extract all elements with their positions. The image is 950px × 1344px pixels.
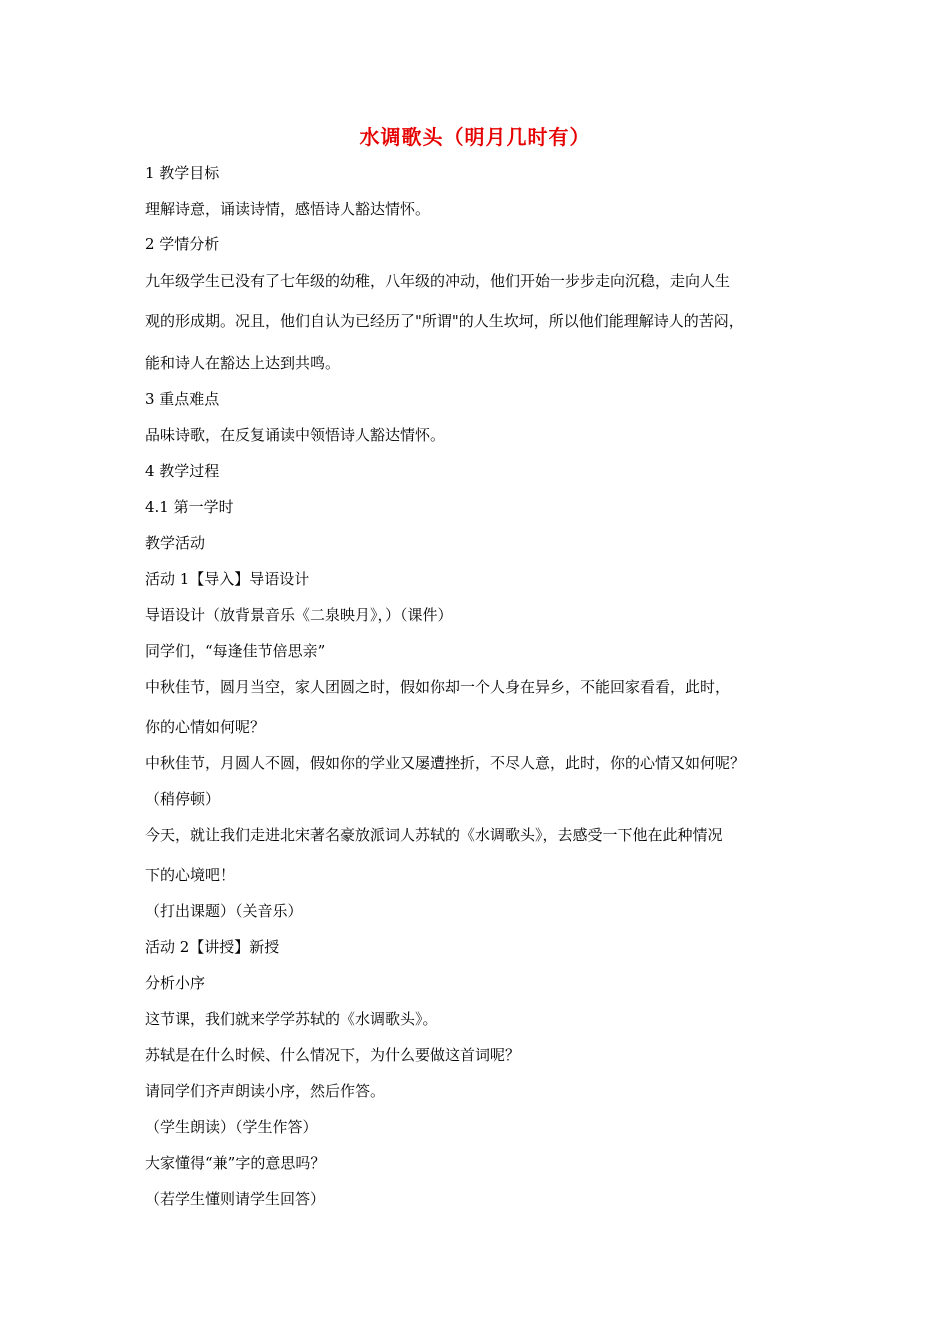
activity-heading: 活动 1【导入】导语设计 (145, 570, 310, 588)
paragraph-line: 中秋佳节，月圆人不圆，假如你的学业又屡遭挫折，不尽人意，此时，你的心情又如何呢？ (145, 754, 746, 772)
paragraph-line: 九年级学生已没有了七年级的幼稚，八年级的冲动，他们开始一步步走向沉稳，走向人生 (145, 272, 731, 290)
document-title: 水调歌头（明月几时有） (359, 125, 591, 149)
paragraph-line: 今天，就让我们走进北宋著名豪放派词人苏轼的《水调歌头》，去感受一下他在此种情况 (145, 826, 723, 844)
paragraph-line: 你的心情如何呢？ (145, 718, 266, 736)
paragraph-line: 理解诗意，诵读诗情，感悟诗人豁达情怀。 (145, 200, 431, 218)
paragraph-line: 这节课，我们就来学学苏轼的《水调歌头》。 (145, 1010, 438, 1028)
paragraph-line: （稍停顿） (145, 790, 221, 808)
heading-student-analysis: 2 学情分析 (145, 235, 220, 253)
paragraph-line: 下的心境吧！ (145, 866, 236, 884)
paragraph-line: 品味诗歌，在反复诵读中领悟诗人豁达情怀。 (145, 426, 446, 444)
paragraph-line: 能和诗人在豁达上达到共鸣。 (145, 354, 341, 372)
heading-teaching-process: 4 教学过程 (145, 462, 220, 480)
paragraph-line: （学生朗读）（学生作答） (145, 1118, 318, 1136)
paragraph-line: 教学活动 (145, 534, 206, 552)
paragraph-line: 导语设计（放背景音乐《二泉映月》，）（课件） (145, 606, 453, 624)
paragraph-line: 请同学们齐声朗读小序，然后作答。 (145, 1082, 386, 1100)
paragraph-line: （若学生懂则请学生回答） (145, 1190, 326, 1208)
paragraph-line: 同学们，“每逢佳节倍思亲” (145, 642, 326, 660)
paragraph-line: 大家懂得“兼”字的意思吗？ (145, 1154, 326, 1172)
paragraph-line: 苏轼是在什么时候、什么情况下，为什么要做这首词呢？ (145, 1046, 521, 1064)
paragraph-line: 分析小序 (145, 974, 206, 992)
paragraph-line: 观的形成期。况且，他们自认为已经历了"所谓"的人生坎坷，所以他们能理解诗人的苦闷， (145, 312, 744, 330)
heading-key-points: 3 重点难点 (145, 390, 220, 408)
subheading-first-period: 4.1 第一学时 (145, 498, 234, 516)
paragraph-line: （打出课题）（关音乐） (145, 902, 303, 920)
activity-heading: 活动 2【讲授】新授 (145, 938, 280, 956)
paragraph-line: 中秋佳节，圆月当空，家人团圆之时，假如你却一个人身在异乡，不能回家看看，此时， (145, 678, 731, 696)
heading-teaching-goals: 1 教学目标 (145, 164, 220, 182)
